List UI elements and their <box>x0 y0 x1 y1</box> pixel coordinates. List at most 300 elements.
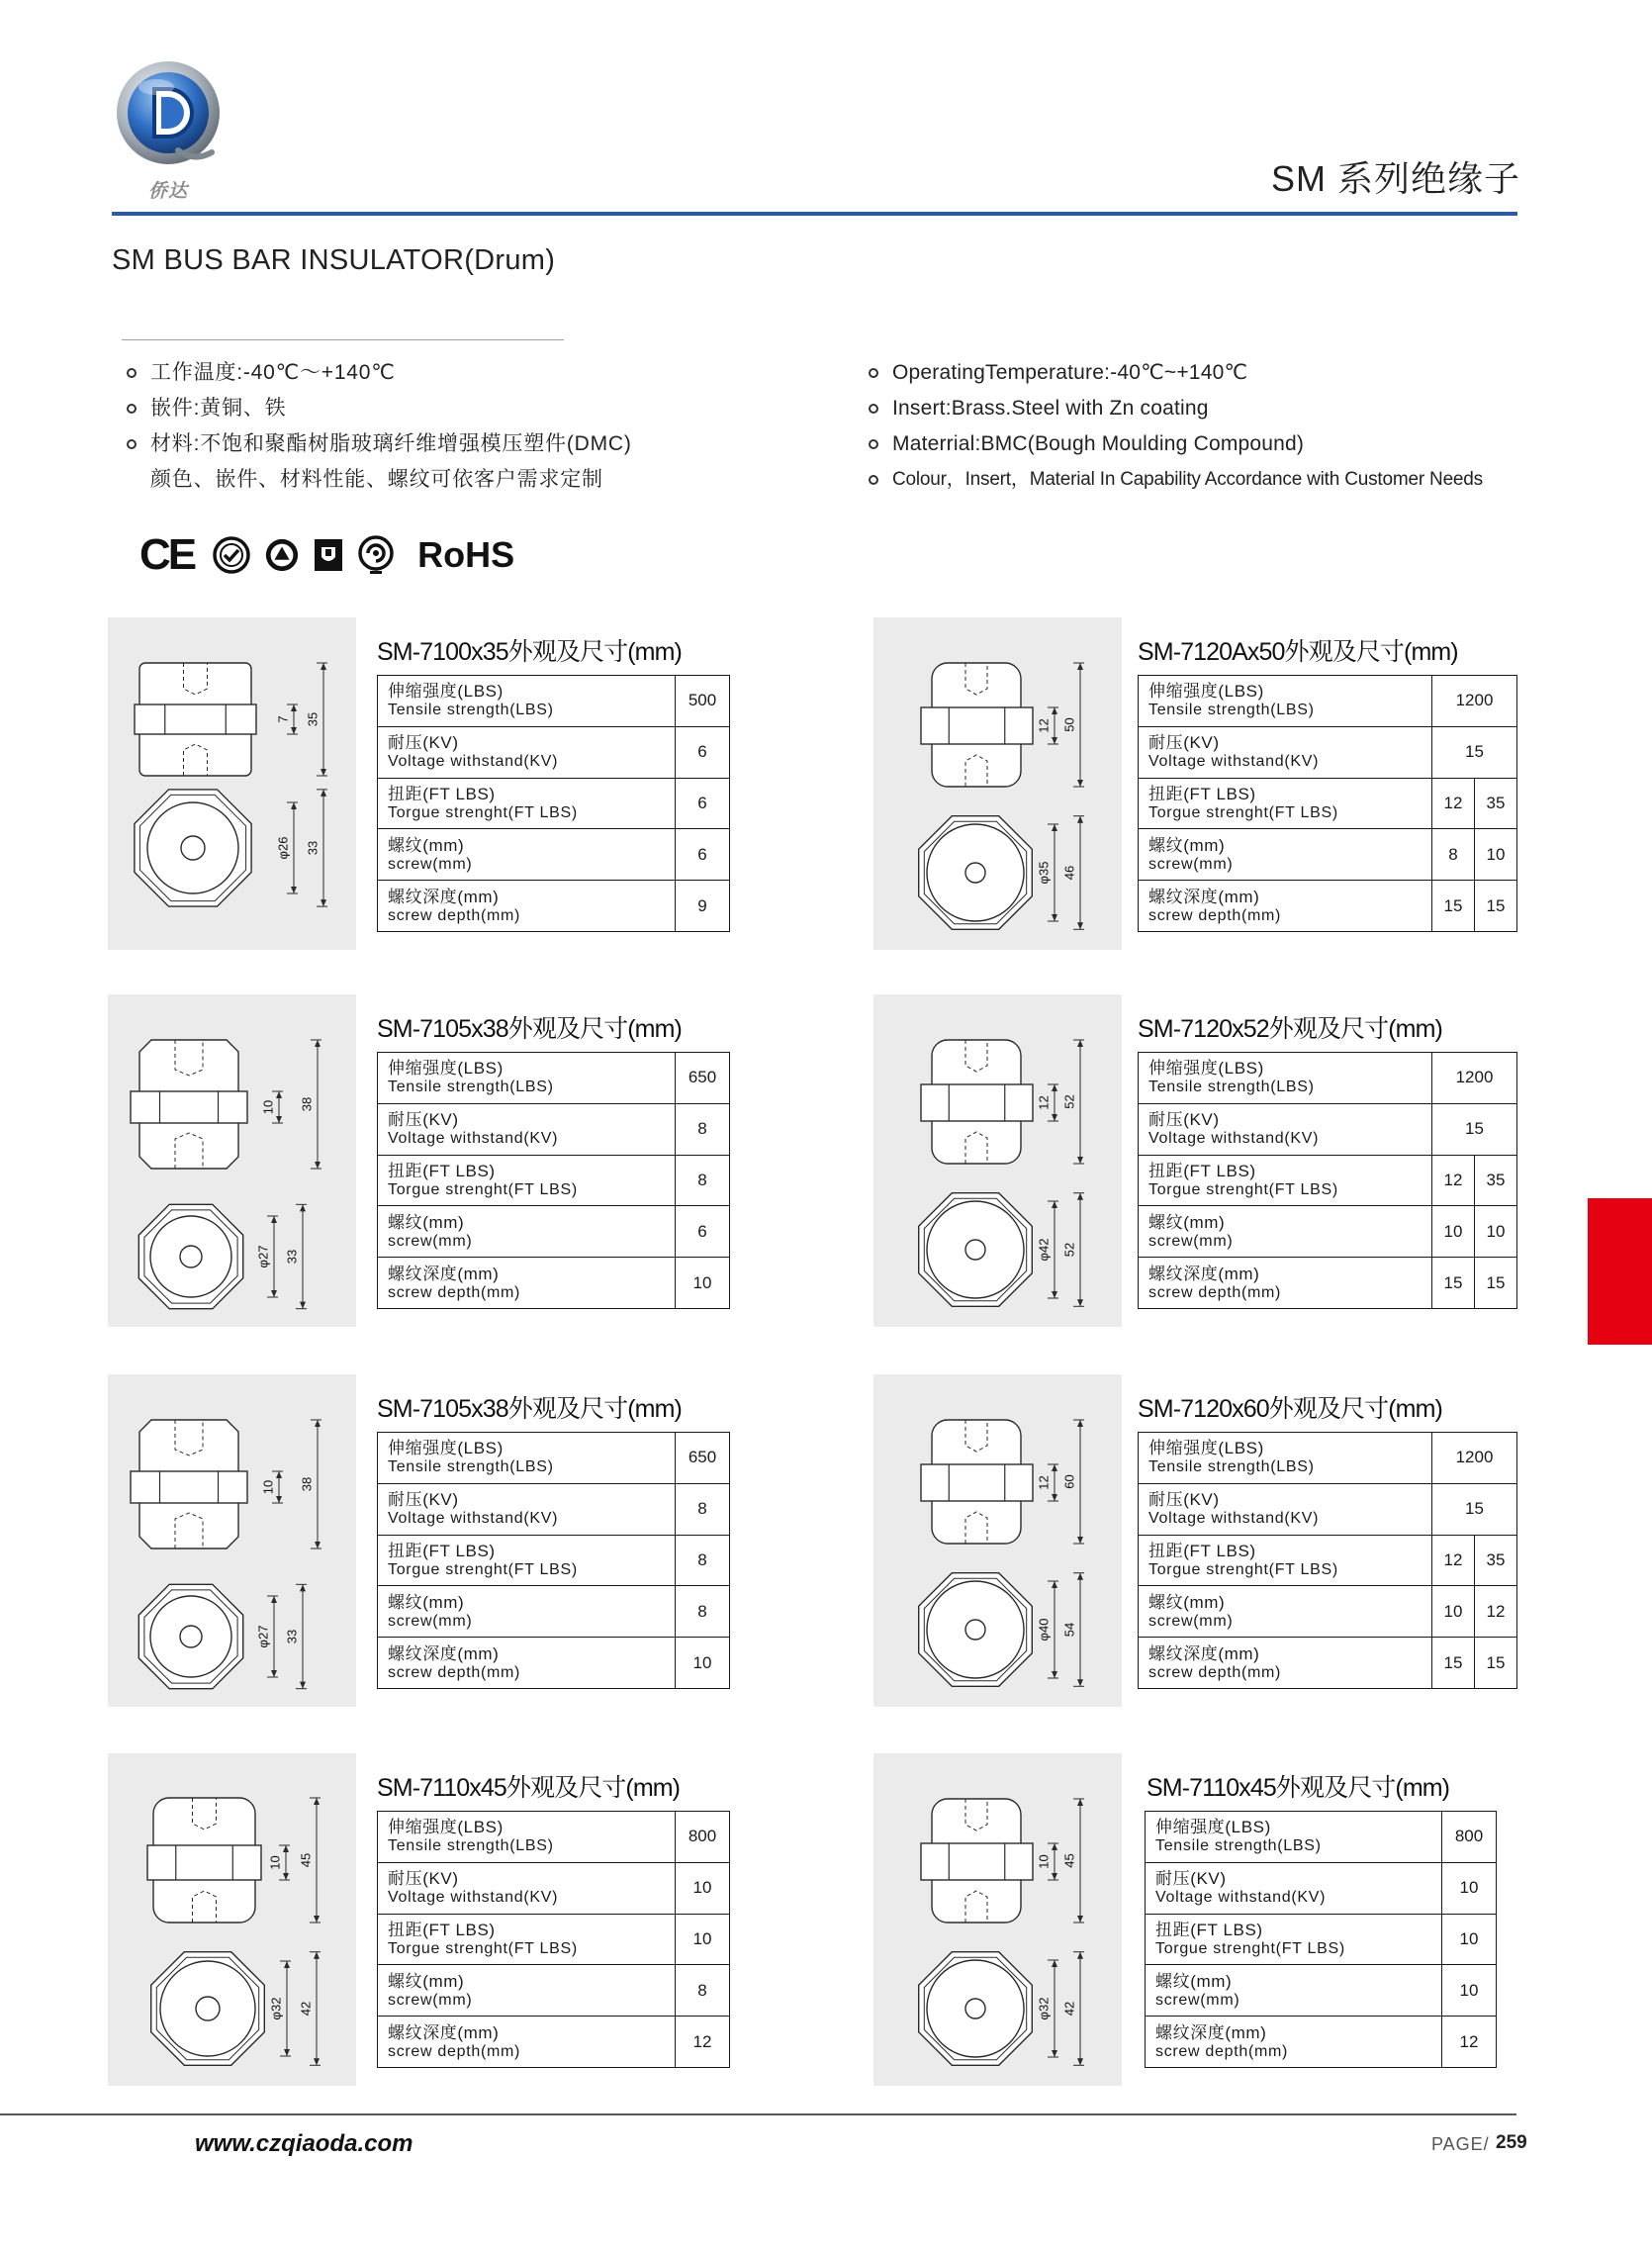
diameter-dimension-arrow <box>1052 2050 1057 2057</box>
screw-hole-circle <box>181 836 205 860</box>
spec-label-en: Torgue strenght(FT LBS) <box>388 1180 578 1198</box>
spec-label-cell <box>378 1535 676 1586</box>
product-block <box>108 1753 729 2086</box>
height-dimension-arrow <box>315 1162 321 1169</box>
spec-label-en: screw depth(mm) <box>1155 2042 1289 2060</box>
diameter-dimension-arrow <box>291 802 297 809</box>
band-dimension-label: 10 <box>267 1855 283 1870</box>
band-dimension-arrow <box>1052 1084 1057 1091</box>
across-flats-dimension-arrow <box>300 1682 306 1689</box>
spec-label-cell <box>1139 1053 1432 1104</box>
spec-value: 6 <box>676 1206 730 1258</box>
spec-label-en: Torgue strenght(FT LBS) <box>388 803 578 821</box>
spec-row <box>1146 1914 1497 1965</box>
spec-row <box>378 1586 730 1638</box>
spec-label-cell <box>1139 1433 1432 1484</box>
insulator-drawing <box>873 1374 1122 1707</box>
spec-label-cell <box>378 1155 676 1206</box>
diameter-dimension-arrow <box>284 1961 290 1968</box>
spec-label-en: screw(mm) <box>1148 1612 1234 1630</box>
insulator-drawing <box>108 1753 356 2086</box>
product-drawing-panel <box>108 994 356 1327</box>
spec-label-cn: 伸缩强度(LBS) <box>388 1439 504 1458</box>
spec-label-cn: 螺纹深度(mm) <box>388 2022 500 2042</box>
hex-band <box>921 1084 1033 1121</box>
spec-label-en: Tensile strength(LBS) <box>1148 1079 1315 1096</box>
spec-label-en: Voltage withstand(KV) <box>388 753 559 771</box>
insulator-drawing <box>108 994 356 1327</box>
spec-row <box>1139 1103 1517 1155</box>
spec-label-cell <box>378 676 676 727</box>
product-block <box>108 994 729 1327</box>
height-dimension-arrow <box>1077 1537 1083 1544</box>
across-flats-dimension-arrow <box>300 1302 306 1309</box>
spec-label-cn: 耐压(KV) <box>388 1110 459 1130</box>
spec-value: 15 <box>1475 1638 1517 1689</box>
product-block <box>873 617 1516 950</box>
spec-label-cell <box>378 881 676 932</box>
spec-label-en: screw(mm) <box>388 1232 473 1250</box>
spec-label-cell <box>1139 778 1432 829</box>
spec-table <box>1138 1052 1517 1309</box>
product-drawing-panel <box>873 994 1122 1327</box>
band-dimension-label: 12 <box>1036 1475 1052 1490</box>
spec-label-cn: 扭距(FT LBS) <box>388 784 496 803</box>
height-dimension-arrow <box>1077 1420 1083 1427</box>
spec-item <box>869 355 1483 391</box>
spec-value: 10 <box>676 1258 730 1309</box>
spec-row <box>1139 676 1517 727</box>
spec-row <box>1139 1155 1517 1206</box>
spec-table <box>1138 1432 1517 1689</box>
spec-label-cn: 螺纹(mm) <box>1148 835 1226 855</box>
spec-item <box>869 462 1483 498</box>
spec-value: 800 <box>1442 1812 1497 1863</box>
across-flats-dimension-label: 33 <box>284 1629 300 1644</box>
spec-row <box>378 1914 730 1965</box>
spec-label-cn: 耐压(KV) <box>388 1490 459 1510</box>
product-title: SM-7105x38外观及尺寸(mm) <box>377 1015 682 1043</box>
height-dimension-arrow <box>314 1798 320 1805</box>
spec-label-cell <box>378 726 676 778</box>
spec-label-cell <box>1139 829 1432 881</box>
band-dimension-label: 10 <box>260 1479 276 1495</box>
section-tab[interactable] <box>1588 1198 1652 1345</box>
spec-value: 9 <box>676 881 730 932</box>
across-flats-dimension-arrow <box>1077 1193 1083 1200</box>
spec-label-cn: 耐压(KV) <box>388 733 459 753</box>
product-title: SM-7120Ax50外观及尺寸(mm) <box>1138 638 1458 666</box>
logo-text: 侨达 <box>147 181 188 202</box>
spec-label-cn: 螺纹(mm) <box>388 1212 465 1232</box>
website-link[interactable]: www.czqiaoda.com <box>195 2130 413 2157</box>
diameter-dimension-arrow <box>1052 1960 1057 1967</box>
spec-table <box>1145 1811 1497 2068</box>
spec-label-en: screw(mm) <box>1148 1232 1234 1250</box>
insulator-drawing <box>873 994 1122 1327</box>
height-dimension-label: 45 <box>1061 1853 1077 1868</box>
spec-row <box>1139 1586 1517 1638</box>
diameter-dimension-arrow <box>271 1596 277 1603</box>
insulator-drawing <box>873 1753 1122 2086</box>
spec-value: 10 <box>1432 1586 1475 1638</box>
header-rule <box>112 212 1517 216</box>
band-dimension-arrow <box>1052 1873 1057 1880</box>
height-dimension-arrow <box>1077 1040 1083 1047</box>
product-drawing-panel <box>873 1374 1122 1707</box>
height-dimension-label: 50 <box>1061 717 1077 732</box>
across-flats-dimension-arrow <box>314 2058 320 2065</box>
spec-value: 6 <box>676 778 730 829</box>
spec-label-en: Tensile strength(LBS) <box>388 1837 554 1855</box>
band-dimension-arrow <box>276 1091 282 1098</box>
series-title: SM 系列绝缘子 <box>1270 158 1520 199</box>
spec-label-cn: 伸缩强度(LBS) <box>1155 1818 1271 1837</box>
spec-value: 650 <box>676 1433 730 1484</box>
spec-label-cell <box>1139 1155 1432 1206</box>
height-dimension-arrow <box>315 1040 321 1047</box>
spec-label-en: Voltage withstand(KV) <box>388 1130 559 1148</box>
spec-label-en: screw depth(mm) <box>1148 1663 1282 1681</box>
spec-row <box>1139 778 1517 829</box>
spec-row <box>1139 1638 1517 1689</box>
spec-label-cn: 扭距(FT LBS) <box>1155 1920 1263 1939</box>
diameter-dimension-label: φ35 <box>1036 861 1052 885</box>
spec-label-cn: 伸缩强度(LBS) <box>1148 682 1264 702</box>
spec-value: 8 <box>676 1155 730 1206</box>
band-dimension-label: 10 <box>1036 1854 1052 1869</box>
spec-table <box>377 1811 730 2068</box>
spec-label-cell <box>378 1053 676 1104</box>
spec-label-cn: 耐压(KV) <box>1148 733 1220 753</box>
spec-text: 嵌件:黄铜、铁 <box>150 397 287 420</box>
ce-mark: CE <box>139 530 195 579</box>
spec-label-en: Torgue strenght(FT LBS) <box>388 1939 578 1957</box>
screw-hole-circle <box>180 1626 202 1647</box>
spec-row <box>1139 829 1517 881</box>
spec-label-cn: 扭距(FT LBS) <box>388 1161 496 1180</box>
diameter-dimension-arrow <box>271 1290 277 1297</box>
height-dimension-arrow <box>1077 1916 1083 1923</box>
band-dimension-arrow <box>276 1116 282 1123</box>
hex-band <box>921 1843 1033 1880</box>
spec-value: 10 <box>1475 1206 1517 1258</box>
spec-value: 12 <box>1442 2017 1497 2068</box>
spec-row <box>378 1103 730 1155</box>
band-dimension-arrow <box>276 1471 282 1478</box>
diameter-dimension-arrow <box>1052 824 1057 831</box>
spec-list-en <box>869 355 1483 498</box>
spec-label-cn: 螺纹深度(mm) <box>1148 1264 1260 1283</box>
across-flats-dimension-arrow <box>1077 1679 1083 1686</box>
spec-row <box>378 1535 730 1586</box>
spec-label-en: Torgue strenght(FT LBS) <box>1155 1939 1345 1957</box>
diameter-dimension-arrow <box>1052 914 1057 921</box>
spec-label-cell <box>1146 1862 1442 1914</box>
spec-label-cell <box>1146 2017 1442 2068</box>
spec-label-en: Tensile strength(LBS) <box>1155 1837 1322 1855</box>
spec-label-cell <box>378 1258 676 1309</box>
across-flats-dimension-arrow <box>321 899 326 906</box>
insulator-drawing <box>873 617 1122 950</box>
spec-label-cell <box>1146 1812 1442 1863</box>
spec-label-cell <box>1139 881 1432 932</box>
product-block <box>108 617 729 950</box>
across-flats-dimension-arrow <box>300 1584 306 1591</box>
spec-value: 15 <box>1432 1638 1475 1689</box>
spec-label-cell <box>378 1638 676 1689</box>
product-drawing-panel <box>873 617 1122 950</box>
spec-label-en: Torgue strenght(FT LBS) <box>1148 1560 1338 1578</box>
spec-label-cn: 耐压(KV) <box>1148 1110 1220 1130</box>
hex-band <box>921 707 1033 744</box>
product-block <box>873 1753 1496 2086</box>
spec-value: 10 <box>676 1914 730 1965</box>
spec-label-cn: 螺纹深度(mm) <box>1148 887 1260 906</box>
spec-row <box>378 778 730 829</box>
spec-text: 工作温度:-40℃～+140℃ <box>150 361 396 384</box>
height-dimension-label: 52 <box>1061 1094 1077 1109</box>
spec-value: 8 <box>676 1586 730 1638</box>
diameter-dimension-arrow <box>291 887 297 893</box>
spec-value: 15 <box>1432 726 1517 778</box>
spec-label-cn: 伸缩强度(LBS) <box>388 682 504 702</box>
spec-value: 12 <box>676 2017 730 2068</box>
height-dimension-arrow <box>315 1542 321 1548</box>
spec-label-en: Voltage withstand(KV) <box>1148 1510 1320 1528</box>
spec-value: 35 <box>1475 1535 1517 1586</box>
screw-hole-circle <box>180 1246 202 1267</box>
across-flats-dimension-arrow <box>1077 922 1083 929</box>
product-title: SM-7120x60外观及尺寸(mm) <box>1138 1395 1442 1423</box>
band-dimension-arrow <box>1052 1114 1057 1121</box>
spec-label-en: screw depth(mm) <box>388 906 521 924</box>
height-dimension-arrow <box>1077 663 1083 670</box>
insulator-drawing <box>108 1374 356 1707</box>
spec-label-en: screw depth(mm) <box>388 1663 521 1681</box>
spec-row <box>378 1638 730 1689</box>
across-flats-dimension-label: 42 <box>298 2001 314 2017</box>
product-title: SM-7100x35外观及尺寸(mm) <box>377 638 682 666</box>
spec-item <box>127 355 632 391</box>
spec-row <box>1146 1812 1497 1863</box>
spec-value: 12 <box>1432 778 1475 829</box>
spec-value: 8 <box>676 1965 730 2017</box>
spec-label-en: Tensile strength(LBS) <box>388 1458 554 1476</box>
across-flats-dimension-label: 54 <box>1061 1622 1077 1638</box>
spec-text: 材料:不饱和聚酯树脂玻璃纤维增强模压塑件(DMC) <box>150 432 632 455</box>
screw-hole-circle <box>196 1997 220 2020</box>
spec-item <box>127 391 632 426</box>
band-dimension-label: 12 <box>1036 1095 1052 1110</box>
spec-value: 800 <box>676 1812 730 1863</box>
spec-label-cell <box>378 829 676 881</box>
spec-label-cell <box>378 1862 676 1914</box>
spec-label-en: Torgue strenght(FT LBS) <box>1148 1180 1338 1198</box>
bullet-icon <box>869 475 878 485</box>
height-dimension-label: 35 <box>305 711 321 727</box>
spec-row <box>1139 1053 1517 1104</box>
spec-row <box>1146 1965 1497 2017</box>
spec-label-cn: 伸缩强度(LBS) <box>388 1059 504 1079</box>
logo-emblem-icon <box>109 51 228 176</box>
height-dimension-label: 38 <box>299 1096 315 1112</box>
bullet-icon <box>869 439 878 449</box>
diameter-dimension-label: φ40 <box>1036 1618 1052 1642</box>
spec-label-cell <box>1139 1586 1432 1638</box>
across-flats-dimension-arrow <box>1077 1299 1083 1306</box>
across-flats-dimension-arrow <box>1077 1573 1083 1580</box>
spec-label-en: screw depth(mm) <box>388 2042 521 2060</box>
spec-value: 12 <box>1475 1586 1517 1638</box>
product-block <box>873 1374 1516 1707</box>
spec-row <box>378 1862 730 1914</box>
product-title: SM-7105x38外观及尺寸(mm) <box>377 1395 682 1423</box>
spec-label-cn: 耐压(KV) <box>1148 1490 1220 1510</box>
spec-label-cell <box>1139 1483 1432 1535</box>
spec-label-cell <box>1139 1103 1432 1155</box>
screw-hole-circle <box>965 1620 985 1640</box>
diameter-dimension-arrow <box>1052 1671 1057 1678</box>
cert-check-icon <box>212 535 251 575</box>
spec-label-cn: 螺纹深度(mm) <box>388 1264 500 1283</box>
spec-label-cn: 螺纹深度(mm) <box>388 1643 500 1663</box>
spec-value: 8 <box>676 1103 730 1155</box>
spec-label-en: Voltage withstand(KV) <box>388 1510 559 1528</box>
page-label: PAGE/ <box>1431 2134 1490 2154</box>
product-title: SM-7110x45外观及尺寸(mm) <box>1147 1774 1450 1802</box>
band-dimension-label: 7 <box>275 715 291 723</box>
hex-band <box>135 704 256 734</box>
across-flats-dimension-label: 33 <box>284 1249 300 1265</box>
spec-value: 35 <box>1475 1155 1517 1206</box>
spec-label-cn: 耐压(KV) <box>1155 1869 1227 1889</box>
spec-label-en: screw(mm) <box>1155 1991 1240 2009</box>
height-dimension-arrow <box>1077 780 1083 787</box>
spec-label-en: screw depth(mm) <box>388 1283 521 1301</box>
spec-table <box>377 675 730 932</box>
spec-label-en: screw depth(mm) <box>1148 906 1282 924</box>
spec-row <box>1139 1483 1517 1535</box>
screw-hole-circle <box>965 863 985 883</box>
spec-table <box>1138 675 1517 932</box>
spec-text: 颜色、嵌件、材料性能、螺纹可依客户需求定制 <box>150 468 603 491</box>
spec-value: 6 <box>676 726 730 778</box>
spec-table <box>377 1052 730 1309</box>
band-dimension-arrow <box>1052 1464 1057 1471</box>
company-logo[interactable] <box>109 51 228 206</box>
spec-label-cell <box>378 1206 676 1258</box>
spec-label-cn: 螺纹(mm) <box>1148 1592 1226 1612</box>
diameter-dimension-label: φ32 <box>268 1997 284 2020</box>
spec-value: 8 <box>676 1535 730 1586</box>
screw-hole-circle <box>965 1240 985 1260</box>
page-number: 259 <box>1496 2132 1527 2153</box>
spec-label-cell <box>1139 1535 1432 1586</box>
spec-label-cn: 扭距(FT LBS) <box>388 1541 496 1560</box>
hex-band <box>131 1471 247 1503</box>
spec-label-cell <box>378 1914 676 1965</box>
across-flats-dimension-arrow <box>1077 2058 1083 2065</box>
band-dimension-arrow <box>283 1845 289 1852</box>
bullet-icon <box>869 368 878 378</box>
spec-value: 15 <box>1432 1258 1475 1309</box>
spec-label-cn: 扭距(FT LBS) <box>1148 784 1256 803</box>
spec-label-en: Torgue strenght(FT LBS) <box>388 1560 578 1578</box>
height-dimension-label: 60 <box>1061 1474 1077 1489</box>
band-dimension-arrow <box>1052 737 1057 744</box>
spec-row <box>1139 726 1517 778</box>
cert-sgs-icon <box>356 534 396 576</box>
spec-label-cn: 螺纹(mm) <box>1155 1971 1233 1991</box>
across-flats-dimension-arrow <box>300 1204 306 1211</box>
spec-label-cn: 扭距(FT LBS) <box>1148 1161 1256 1180</box>
across-flats-dimension-arrow <box>1077 816 1083 823</box>
spec-item <box>127 426 632 462</box>
spec-row <box>378 1053 730 1104</box>
footer-rule <box>0 2113 1516 2115</box>
diameter-dimension-arrow <box>284 2049 290 2056</box>
insulator-drawing <box>108 617 356 950</box>
bullet-icon <box>127 439 137 449</box>
certification-row <box>139 532 514 578</box>
spec-row <box>378 881 730 932</box>
spec-list-cn <box>127 355 632 498</box>
spec-item <box>869 391 1483 426</box>
spec-row <box>1139 1206 1517 1258</box>
spec-label-en: Tensile strength(LBS) <box>388 1079 554 1096</box>
product-drawing-panel <box>108 1374 356 1707</box>
spec-label-cn: 螺纹(mm) <box>388 1971 465 1991</box>
spec-value: 650 <box>676 1053 730 1104</box>
spec-value: 12 <box>1432 1535 1475 1586</box>
spec-label-cn: 螺纹深度(mm) <box>1148 1643 1260 1663</box>
hex-band <box>131 1091 247 1123</box>
spec-label-cn: 螺纹(mm) <box>388 835 465 855</box>
spec-label-en: screw(mm) <box>388 1612 473 1630</box>
spec-label-cell <box>1146 1914 1442 1965</box>
spec-value: 12 <box>1432 1155 1475 1206</box>
spec-value: 10 <box>1475 829 1517 881</box>
spec-label-cn: 伸缩强度(LBS) <box>1148 1439 1264 1458</box>
spec-value: 10 <box>676 1862 730 1914</box>
spec-value: 1200 <box>1432 1433 1517 1484</box>
spec-label-cell <box>1139 1258 1432 1309</box>
spec-row <box>1139 1258 1517 1309</box>
title-underline <box>122 339 564 340</box>
spec-label-cn: 螺纹(mm) <box>388 1592 465 1612</box>
spec-label-cn: 耐压(KV) <box>388 1869 459 1889</box>
spec-row <box>378 2017 730 2068</box>
spec-label-en: Voltage withstand(KV) <box>1148 753 1320 771</box>
spec-value: 35 <box>1475 778 1517 829</box>
spec-label-cn: 伸缩强度(LBS) <box>1148 1059 1264 1079</box>
band-dimension-arrow <box>276 1496 282 1503</box>
page-title: SM BUS BAR INSULATOR(Drum) <box>112 244 556 276</box>
bullet-icon <box>127 368 137 378</box>
spec-row <box>1139 881 1517 932</box>
spec-item <box>869 426 1483 462</box>
spec-label-cell <box>1139 726 1432 778</box>
band-dimension-arrow <box>283 1873 289 1880</box>
across-flats-dimension-label: 46 <box>1061 865 1077 881</box>
bullet-icon <box>869 404 878 414</box>
diameter-dimension-label: φ32 <box>1036 1997 1052 2020</box>
height-dimension-arrow <box>1077 1157 1083 1164</box>
across-flats-dimension-label: 42 <box>1061 2001 1077 2017</box>
band-dimension-label: 12 <box>1036 718 1052 733</box>
spec-row <box>1146 1862 1497 1914</box>
